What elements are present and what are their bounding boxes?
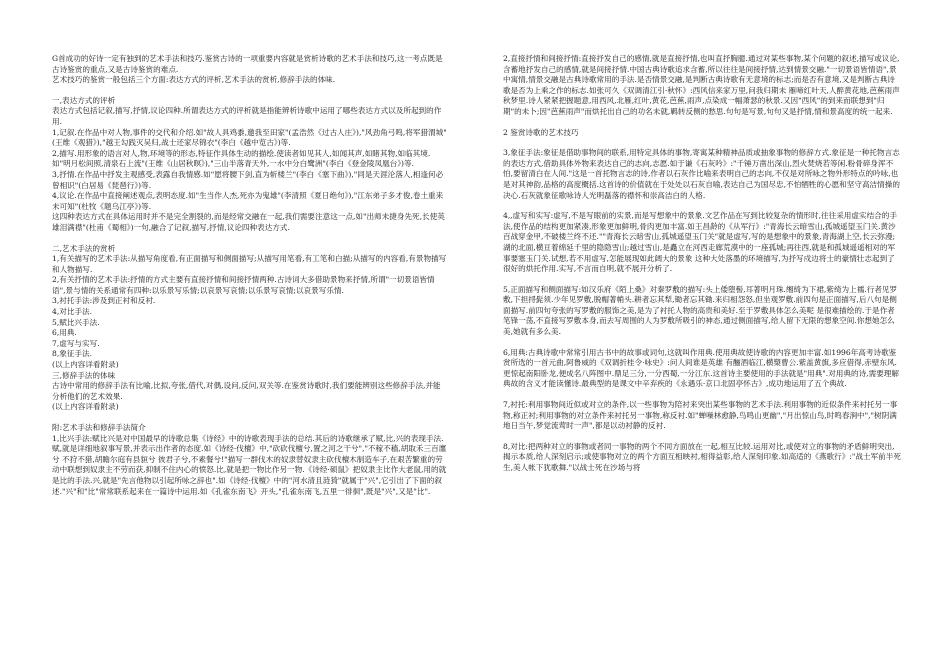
text-paragraph: 2,描写.用形象的语言对人,物,环境等的形态,特征作具体生动的描绘.使读者如见其人,如闻其声,如睹其物,如临其境.如"明月松间照,清泉石上流"(王维《山居秋暝》),"三山半落青天外,一水中分白鹭洲"(李白《登金陵凤凰台》)等.	[52, 148, 431, 169]
text-paragraph: 4,,虚写和实写:虚写,不是写眼前的实景,而是写想象中的景象.文艺作品在写到比较复杂的情形时,往往采用虚实结合的手法,使作品的结构更加紧凑,形象更加鲜明,骨肉更加丰富.如王昌龄的《从军行》:"青海长云暗雪山,孤城遥望玉门关.黄沙百战穿金甲,不破楼兰终不还.""青海长云暗雪山,孤城遥望玉门关"就是虚写,写的是想象中的景象,青海湖上空,长云弥漫;湖的北面,横亘着绵延千里的隐隐雪山;越过雪山,是矗立在河西走廊荒漠中的一座孤城;再往西,就是和孤城遥遥相对的军事要塞玉门关.试想,若不用虚写,怎能展现如此阔大的景象 这种大处落墨的环境描写,为抒写戍边将士的豪情壮志起到了很好的烘托作用.实写,不言而自明,就不展开分析了.	[503, 211, 897, 274]
paragraph-spacer	[503, 432, 901, 442]
text-paragraph: 2,直接抒情和间接抒情:直接抒发自己的感情,就是直接抒情,也叫直抒胸臆.通过对某些事物,某个问题的叙述,描写或议论,含蓄地抒发自己的感情,就是间接抒情.中国古典诗歌追求含蓄,所以往往是间接抒情,达到情景交融."一切景语皆情语",景中寓情,情景交融是古典诗歌常用的手法.是否情景交融,是判断古典诗歌有无意境的标志;而是否有意境,又是判断古典诗歌是否为上乘之作的标志.如张可久《双调清江引·秋怀》:西风信来家万里,问我归期未 雁啼红叶天,人醉黄花地,芭蕉雨声秋梦里.诗人紧紧把握题意,用西风,北雁,红叶,黄花,芭蕉,雨声,点染成一幅萧瑟的秋景.又因"西风"的到来而联想到"归期"的未卜;因"芭蕉雨声"而烘托出自己的功名未就,羁转反侧的愁思.句句是写景,句句又是抒情,情和景高度的统一起来.	[503, 54, 900, 116]
section-heading: 2 鉴赏诗歌的艺术技巧	[503, 127, 579, 137]
text-paragraph: 附:艺术手法和修辞手法简介 1,比兴手法:赋比兴是对中国最早的诗歌总集《诗经》中的诗歌表现手法的总结.其后的诗歌继承了赋,比,兴的表现手法.赋,就是详细地叙事写景,并表示出作者的态度.如《诗经·伐檀》中,"砍砍伐檀兮,置之河之干兮","不稼不穑,胡取禾三百廛兮 不狩不猎,胡瞻尔庭有县貆兮 彼君子兮,不素餐兮!"描写一群伐木的奴隶替奴隶主砍伐檀木制造车子,在艰苦繁重的劳动中联想到奴隶主不劳而获,抑制不住内心的愤怒.比,就是把一物比作另一物.《诗经·硕鼠》把奴隶主比作大老鼠,用的就是比的手法.兴,就是"先言他物以引起所咏之辞也".如《诗经·伐檀》中的"河水清且涟猗"就属于"兴",它引出了下面的叙述."兴"和"比"常常联系起来在一篇诗中运用.如《孔雀东南飞》开头,"孔雀东南飞,五里一徘徊",既是"兴",又是"比".	[52, 423, 447, 496]
left-column	[52, 54, 447, 497]
paragraph-spacer	[503, 390, 901, 400]
text-paragraph: 7,衬托:利用事物间近似或对立的条件,以一些事物为陪衬来突出某些事物的艺术手法.利用事物的近似条件来衬托另一事物,称正衬;利用事物的对立条件来衬托另一事物,称反衬.如"蝉噪林愈静,鸟鸣山更幽","月出惊山鸟,时鸣春涧中","树阴满地日当午,梦觉流莺时一声",都是以动衬静的反衬.	[503, 400, 898, 431]
text-paragraph: 4,议论.在作品中直接阐述观点,表明态度.如"生当作人杰,死亦为鬼雄"(李清照《夏日绝句》),"江东弟子多才俊,卷土重来未可知"(杜牧《题乌江亭》)等.	[52, 191, 444, 211]
text-paragraph: 一,表达方式的评析 表达方式包括记叙,描写,抒情,议论四种.所谓表达方式的评析就是指能辨析诗歌中运用了哪些表达方式以及所起到的作用.	[52, 95, 442, 126]
right-column	[503, 54, 901, 474]
paragraph-spacer	[52, 413, 447, 423]
text-paragraph: 3,抒情.在作品中抒发主观感受,表露自我情感.如"愿将腰下剑,直为斩楼兰"(李白《塞下曲》),"同是天涯沦落人,相逢何必曾相识"(白居易《琵琶行》)等.	[52, 169, 444, 190]
text-paragraph: G首成功的好诗一定有独到的艺术手法和技巧.鉴赏古诗的一项重要内容就是赏析诗歌的艺术手法和技巧,这一考点既是古诗鉴赏的重点,又是古诗鉴赏的难点. 艺术技巧的鉴赏一般包括三个方面:表达方式的评析,艺术手法的赏析,修辞手法的体味.	[52, 54, 443, 85]
text-paragraph: 8,对比:把两种对立的事物或者同一事物的两个不同方面放在一起,相互比较.运用对比,或使对立的事物的矛盾鲜明突出,揭示本质,给人深刻启示;或使事物对立的两个方面互相映衬,相得益彰,给人深刻印象.如高适的《燕歌行》:"战士军前半死生,美人帐下犹歌舞."以战士死在沙场与将	[503, 441, 901, 472]
paragraph-spacer	[503, 275, 901, 285]
paragraph-spacer	[503, 118, 901, 128]
paragraph-spacer	[503, 201, 901, 211]
text-paragraph: 3,象征手法:象征是借助事物间的联系,用特定具体的事物,寄寓某种精神品质或抽象事物的修辞方式.象征是一种托物言志的表达方式,借助具体外物来表达自己的志向,志愿.如于谦《石灰吟》:"千锤万凿出深山,烈火焚烧若等闲.粉骨碎身浑不怕,要留清白在人间."这是一首托物言志的诗,作者以石灰作比喻来表明自己的志向,不仅是对所咏之物外形特点的吟咏,也是对其神韵,品格的高度概括.这首诗的价值就在于处处以石灰自喻,表达自己为国尽忠,不怕牺牲的心愿和坚守高洁情操的决心.石灰就象征歌咏诗人光明磊落的襟怀和崇高洁白的人格.	[503, 148, 900, 200]
text-paragraph: 5,正面描写和侧面描写:如汉乐府《陌上桑》对秦罗敷的描写:头上倭堕髻,耳著明月珠.缃绮为下裙,紫绮为上襦.行者见罗敷,下担捋髭须.少年见罗敷,脱帽著帩头.耕者忘其犁,锄者忘其锄.来归相怨怒,但坐观罗敷.前四句是正面描写,后八句是侧面描写.前四句夸张的写罗敷的服饰之美,是为了衬托人物的高贵和美好.至于罗敷具体怎么美呢 是很难描绘的.于是作者笔锋一荡,不直接写罗敷本身,而去写周围的人为罗敷所吸引的神态,通过侧面描写,给人留下无限的想象空间.你想她怎么美,她就有多么美.	[503, 284, 898, 337]
paragraph-spacer	[503, 338, 901, 348]
text-paragraph: 1,记叙.在作品中对人物,事件的交代和介绍.如"故人具鸡黍,邀我至田家"(孟浩然《过古人庄》),"风劲角弓鸣,将军猎渭城"(王维《观猎》),"越王勾践灭吴归,战士还家尽锦衣"(李白《越中览古》)等.	[52, 127, 447, 148]
text-paragraph: 二,艺术手法的赏析 1,有关描写的艺术手法:从描写角度看,有正面描写和侧面描写;从描写用笔看,有工笔和白描;从描写的内容看,有景物描写和人物描写. 2,有关抒情的艺术手法:抒情的方式主要有直接抒情和间接抒情两种.古诗词大多借助景物来抒情,所谓"一切景语皆情语",景与情的关系通常有四种:以乐景写乐情;以哀景写哀情;以乐景写哀情;以哀景写乐情. 3,衬托手法:涉及到正衬和反衬. 4,对比手法. 5,赋比兴手法. 6,用典. 7,虚写与实写. 8,象征手法. (以上内容详看附录) 三,修辞手法的体味 古诗中常用的修辞手法有比喻,比拟,夸张,借代,对偶,设问,反问,双关等.在鉴赏诗歌时,我们要能辨别这些修辞手法,并能分析他们的艺术效果. (以上内容详看附录)	[52, 243, 447, 412]
text-paragraph: 6,用典:古典诗歌中常常引用古书中的故事或词句,这就叫作用典.使用典故使诗歌的内容更加丰富.如1996年高考诗歌鉴赏所选的一首元曲,阿鲁威的《双调折桂令·咏史》:问人间谁是英雄 有酾酒临江,横槊曹公.紫盖黄旗,多应借得,赤壁东风.更惊起南阳卧龙,便成名八阵图中.鼎足三分,一分西蜀,一分江东.这首诗主要使用的手法就是"用典".对用典的诗,需要理解典故的含义才能读懂诗.最典型的是课文中辛弃疾的《永遇乐·京口北固亭怀古》,成功地运用了五个典故.	[503, 347, 899, 389]
paragraph-spacer	[503, 138, 901, 148]
text-paragraph: 这四种表达方式在具体运用时并不是完全割裂的,而是经常交融在一起,我们需要注意这一点,如"出师未捷身先死,长使英雄泪满襟"(杜甫《蜀相》)一句,融合了记叙,描写,抒情,议论四种表达方式.	[52, 212, 445, 232]
paragraph-spacer	[52, 86, 447, 96]
paragraph-spacer	[52, 234, 447, 244]
